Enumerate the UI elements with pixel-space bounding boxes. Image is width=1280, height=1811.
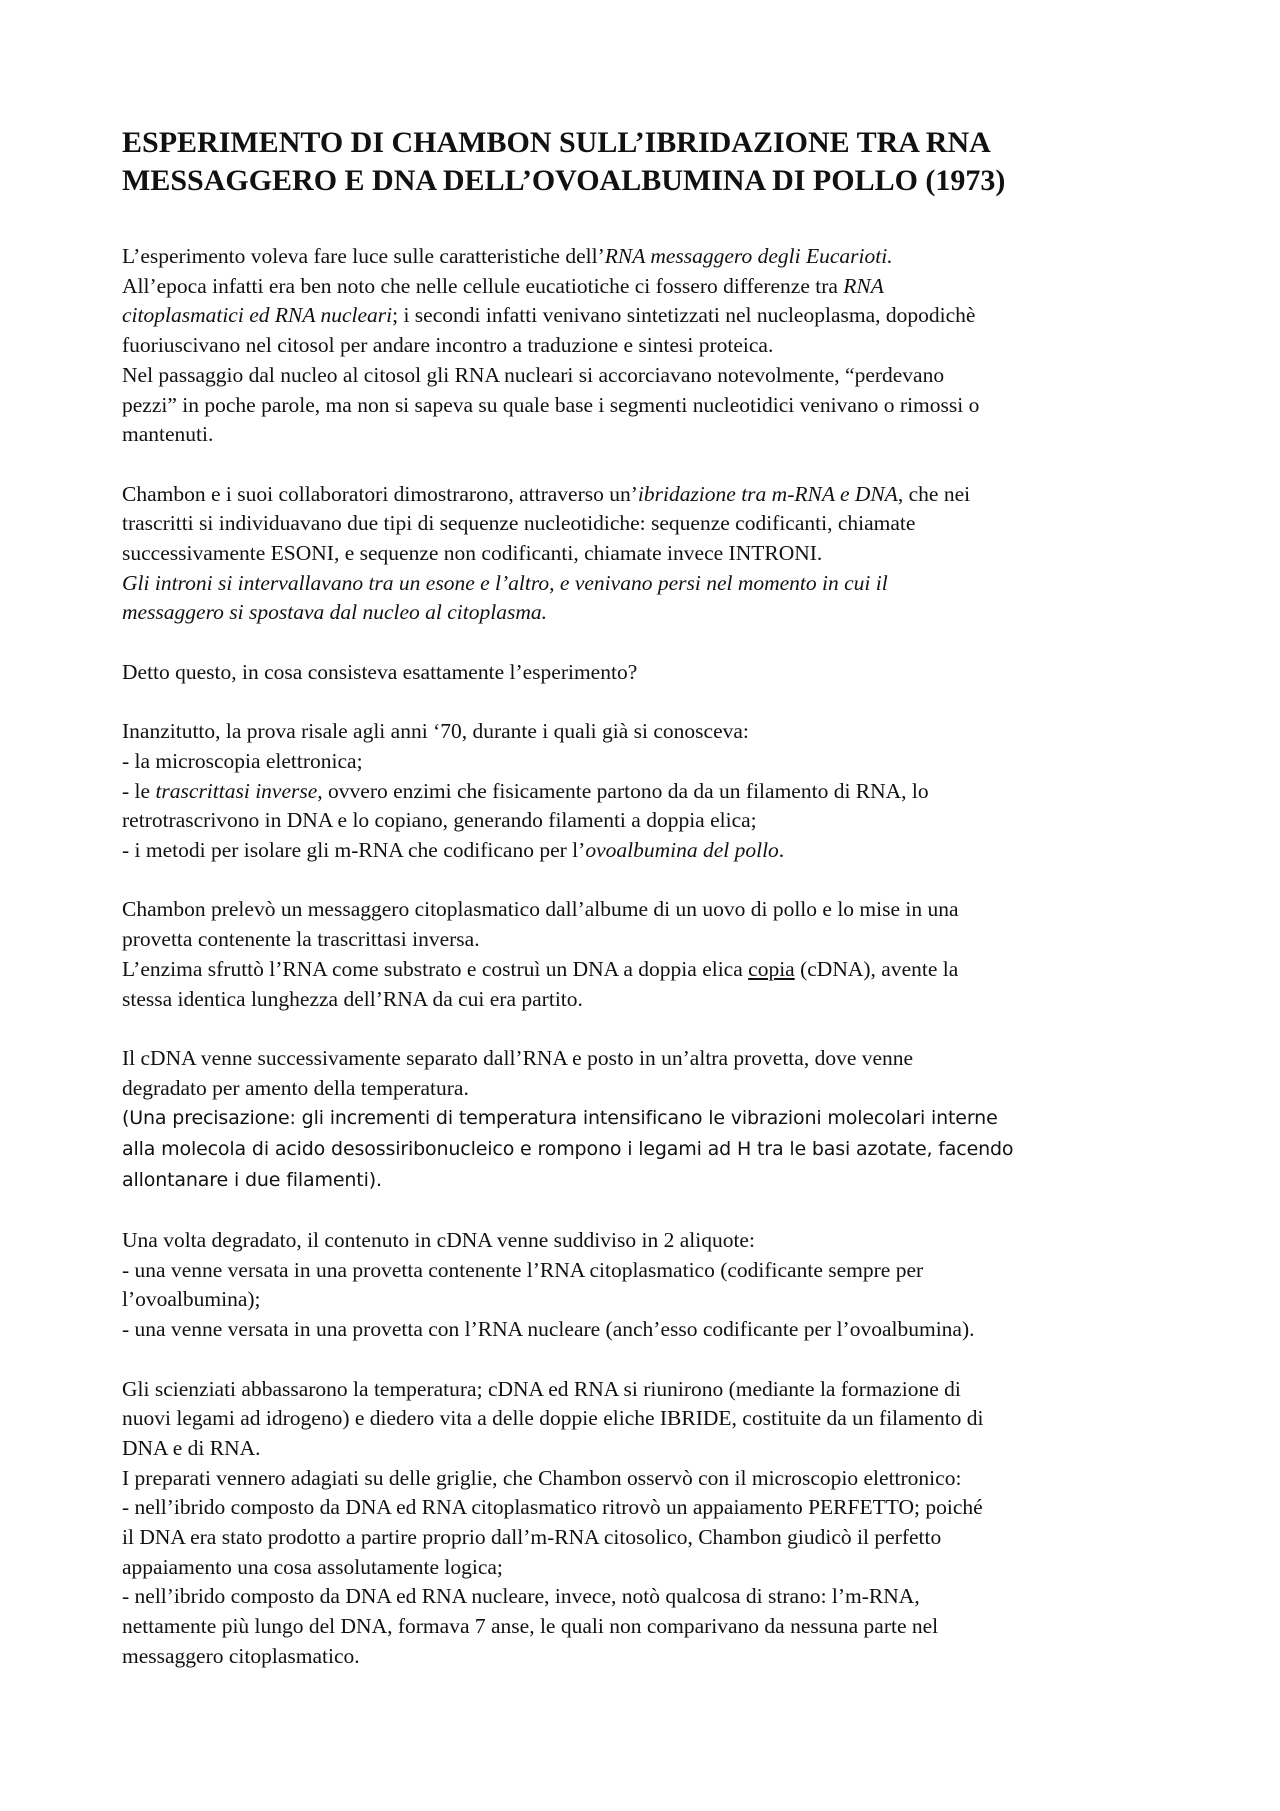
text-line [122, 301, 1170, 331]
text-line: mantenuti. [122, 422, 214, 447]
text-line: fuoriuscivano nel citosol per andare incontro a traduzione e sintesi proteica. [122, 333, 774, 358]
text-line [122, 480, 1170, 510]
list-item: - nell’ibrido composto da DNA ed RNA nucleare, invece, notò qualcosa di strano: l’m-RNA, [122, 1584, 920, 1609]
text-line [122, 272, 1170, 302]
text-run: (cDNA), avente la [794, 956, 959, 981]
italic-text: RNA [843, 273, 884, 298]
text-line: pezzi” in poche parole, ma non si sapeva su quale base i segmenti nucleotidici venivano o rimossi o [122, 392, 980, 417]
paragraph-hybridization [122, 480, 1170, 629]
text-line: I preparati vennero adagiati su delle griglie, che Chambon osservò con il microscopio elettronico: [122, 1465, 962, 1490]
text-run: , che nei [897, 481, 971, 506]
text-line: l’ovoalbumina); [122, 1287, 261, 1312]
italic-text: trascrittasi inverse [155, 778, 318, 803]
text-line: degradato per amento della temperatura. [122, 1075, 469, 1100]
list-item [122, 836, 1170, 866]
text-line: successivamente ESONI, e sequenze non codificanti, chiamate invece INTRONI. [122, 541, 823, 566]
text-line: nuovi legami ad idrogeno) e diedero vita a delle doppie eliche IBRIDE, costituite da un filamento di [122, 1406, 984, 1431]
text-line: DNA e di RNA. [122, 1435, 261, 1460]
text-run: L’esperimento voleva fare luce sulle caratteristiche dell’ [122, 244, 605, 268]
italic-text: messaggero si spostava dal nucleo al citoplasma. [122, 600, 547, 625]
italic-text: Gli introni si intervallavano tra un esone e l’altro, e venivano persi nel momento in cui il [122, 570, 888, 595]
text-run: - le [122, 778, 156, 803]
underlined-text: copia [748, 956, 795, 981]
text-line: appaiamento una cosa assolutamente logica; [122, 1554, 503, 1579]
text-line: provetta contenente la trascrittasi inversa. [122, 927, 480, 952]
text-line: Gli scienziati abbassarono la temperatura; cDNA ed RNA si riunirono (mediante la formazione di [122, 1376, 961, 1401]
paragraph-denaturation [122, 1044, 1170, 1196]
paragraph-prerequisites [122, 717, 1170, 866]
paragraph-results [122, 1375, 1170, 1672]
text-line [122, 242, 1170, 272]
paragraph-aliquots [122, 1226, 1170, 1345]
text-run: . [778, 838, 785, 863]
paragraph-question [122, 658, 1170, 688]
italic-text: ibridazione tra m-RNA e DNA [637, 481, 898, 506]
text-run: L’enzima sfruttò l’RNA come substrato e costruì un DNA a doppia elica [122, 956, 749, 981]
list-item: - una venne versata in una provetta con l’RNA nucleare (anch’esso codificante per l’ovoalbumina). [122, 1317, 975, 1342]
list-item: - una venne versata in una provetta contenente l’RNA citoplasmatico (codificante sempre per [122, 1257, 924, 1282]
text-line: nettamente più lungo del DNA, formava 7 anse, le quali non comparivano da nessuna parte nel [122, 1614, 939, 1639]
text-run: Chambon e i suoi collaboratori dimostrarono, attraverso un’ [122, 481, 638, 506]
text-line: stessa identica lunghezza dell’RNA da cui era partito. [122, 986, 583, 1011]
text-line: il DNA era stato prodotto a partire proprio dall’m-RNA citosolico, Chambon giudicò il perfetto [122, 1525, 942, 1550]
document-title [122, 124, 1170, 200]
text-line [122, 598, 1170, 628]
title-line: ESPERIMENTO DI CHAMBON SULL’IBRIDAZIONE TRA RNA [122, 126, 991, 159]
text-line: messaggero citoplasmatico. [122, 1643, 360, 1668]
italic-text: RNA messaggero degli Eucarioti. [604, 244, 893, 268]
text-run: All’epoca infatti era ben noto che nelle cellule eucatiotiche ci fossero differenze tra [122, 273, 844, 298]
text-line: (Una precisazione: gli incrementi di temperatura intensificano le vibrazioni molecolari interne [122, 1107, 998, 1130]
paragraph-introduction [122, 242, 1170, 450]
text-line: trascritti si individuavano due tipi di sequenze nucleotidiche: sequenze codificanti, chiamate [122, 511, 916, 536]
text-line: Detto questo, in cosa consisteva esattamente l’esperimento? [122, 659, 638, 684]
italic-text: ovoalbumina del pollo [585, 838, 779, 863]
text-run: ; i secondi infatti venivano sintetizzati nel nucleoplasma, dopodichè [392, 303, 976, 328]
text-line: alla molecola di acido desossiribonucleico e rompono i legami ad H tra le basi azotate, facendo [122, 1138, 1014, 1161]
text-line: Inanzitutto, la prova risale agli anni ‘70, durante i quali già si conosceva: [122, 719, 749, 744]
text-line: allontanare i due filamenti). [122, 1169, 382, 1192]
text-line: Una volta degradato, il contenuto in cDNA venne suddiviso in 2 aliquote: [122, 1228, 755, 1252]
list-item: - la microscopia elettronica; [122, 748, 363, 773]
text-line [122, 569, 1170, 599]
text-line [122, 955, 1170, 985]
italic-text: citoplasmatici ed RNA nucleari [122, 303, 393, 328]
text-run: , ovvero enzimi che fisicamente partono da da un filamento di RNA, lo [317, 778, 929, 803]
text-run: - i metodi per isolare gli m-RNA che codificano per l’ [122, 838, 586, 863]
title-line: MESSAGGERO E DNA DELL’OVOALBUMINA DI POLLO (1973) [122, 164, 1006, 197]
list-item [122, 777, 1170, 807]
text-line: Chambon prelevò un messaggero citoplasmatico dall’albume di un uovo di pollo e lo mise in una [122, 897, 959, 922]
text-line: Nel passaggio dal nucleo al citosol gli RNA nucleari si accorciavano notevolmente, “perdevano [122, 362, 945, 387]
text-line: retrotrascrivono in DNA e lo copiano, generando filamenti a doppia elica; [122, 808, 757, 833]
list-item: - nell’ibrido composto da DNA ed RNA citoplasmatico ritrovò un appaiamento PERFETTO; poiché [122, 1495, 983, 1520]
paragraph-cdna-synthesis [122, 895, 1170, 1014]
text-line: Il cDNA venne successivamente separato dall’RNA e posto in un’altra provetta, dove venne [122, 1045, 914, 1070]
